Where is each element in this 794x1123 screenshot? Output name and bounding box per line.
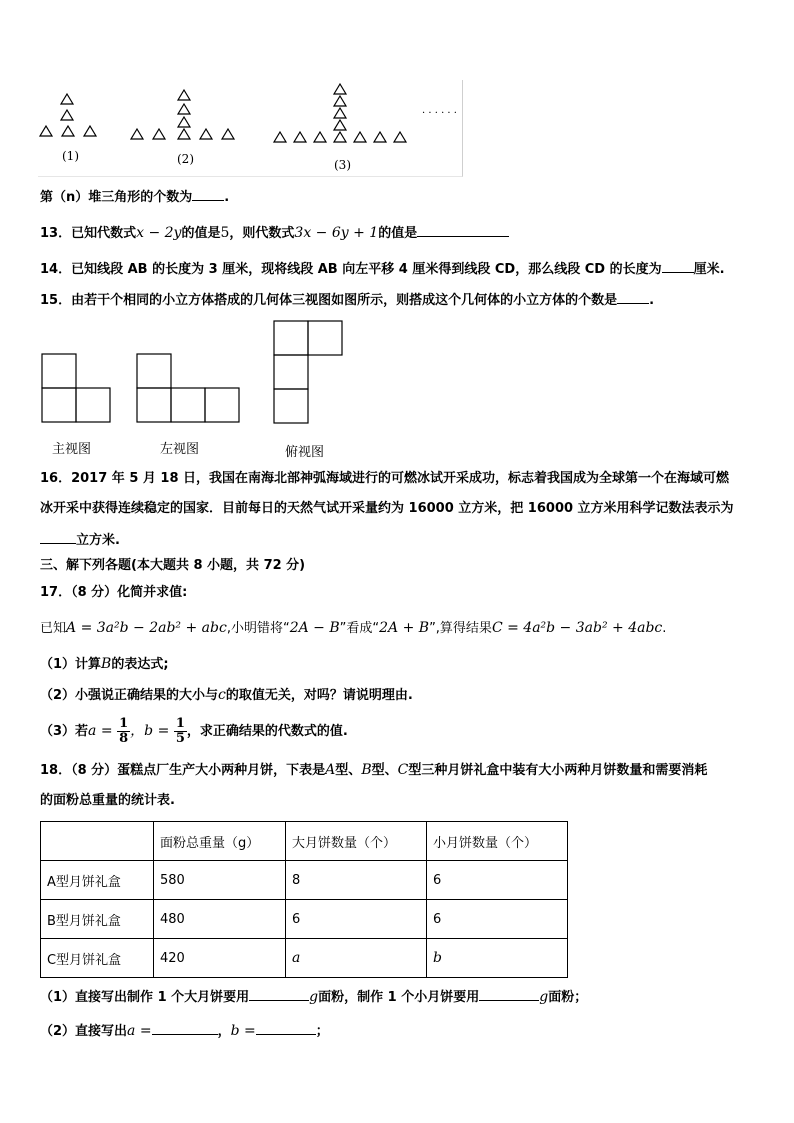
- q17-part-2-tail: 的取值无关，对吗？请说明理由.: [225, 688, 413, 703]
- figure-label-2: (2): [177, 152, 194, 166]
- mooncake-stats-table: [40, 821, 568, 978]
- b-answer-blank[interactable]: [256, 1021, 316, 1035]
- three-views-figure: [0, 0, 794, 470]
- q18-a-eq: a =: [127, 1023, 152, 1039]
- fraction-numerator: 1: [175, 716, 185, 731]
- q17-part-3: [40, 716, 348, 747]
- table-cell: B型月饼礼盒: [41, 900, 154, 939]
- table-header-cell: 大月饼数量（个）: [286, 822, 427, 861]
- small-mooncake-flour-blank[interactable]: [479, 987, 539, 1001]
- question-17-head: [40, 584, 187, 602]
- q15-number: 15．: [40, 293, 72, 308]
- table-row: [41, 861, 568, 900]
- q17-given-prefix: 已知: [40, 621, 67, 636]
- figure-ellipsis: · · · · · ·: [422, 108, 457, 119]
- table-header-cell: 小月饼数量（个）: [427, 822, 568, 861]
- fraction-numerator: 1: [119, 716, 129, 731]
- question-16-line-3: [40, 530, 120, 550]
- unit-g-1: g: [309, 989, 319, 1005]
- q17-part-2-text: （2）小强说正确结果的大小与: [40, 688, 219, 703]
- q13-value: 5: [220, 225, 230, 241]
- unit-g-2: g: [539, 989, 549, 1005]
- q13-number: 13．: [40, 226, 72, 241]
- q17-part-1-text: （1）计算: [40, 657, 102, 672]
- table-cell: C型月饼礼盒: [41, 939, 154, 978]
- q17-expr-C: C = 4a²b − 3ab² + 4abc: [491, 620, 663, 636]
- q17-part-2: [40, 686, 413, 705]
- table-header-cell: [41, 822, 154, 861]
- q14-unit: 厘米.: [693, 262, 725, 277]
- table-cell: 6: [427, 900, 568, 939]
- q17-given-end: .: [662, 621, 667, 636]
- q18-part-1-text-b: 面粉，制作 1 个小月饼要用: [318, 990, 480, 1005]
- fraction-one-eighth: [117, 717, 130, 746]
- figure-label-3: (3): [334, 158, 351, 172]
- q17-part-1-var: B: [101, 656, 112, 672]
- q13-text-1: 已知代数式: [71, 226, 137, 241]
- top-view-caption: 俯视图: [285, 445, 325, 460]
- q16-line-1-text: 2017 年 5 月 18 日，我国在南海北部神弧海域进行的可燃冰试开采成功，标志着我国成为全球第一个在海域可燃: [71, 471, 730, 486]
- table-cell: 420: [154, 939, 286, 978]
- q17-part-1-tail: 的表达式;: [111, 657, 169, 672]
- q18-part-1-text-a: （1）直接写出制作 1 个大月饼要用: [40, 990, 250, 1005]
- q18-part-1: [40, 987, 587, 1007]
- q17-expr-A: A = 3a²b − 2ab² + abc: [66, 620, 227, 636]
- q17-part-3-a: a =: [88, 723, 113, 739]
- q18-part-2-sep: ，: [217, 1024, 231, 1039]
- q17-text-seen-as: ”看成“: [339, 621, 380, 636]
- q18-type-A: A: [325, 762, 336, 778]
- question-16-line-2: [40, 500, 734, 518]
- q17-expr-right: 2A + B: [379, 620, 430, 636]
- q17-part-1: [40, 655, 169, 674]
- table-cell: a: [286, 939, 427, 978]
- q18-type-C: C: [397, 762, 409, 778]
- q17-part-3-b: ，b =: [130, 723, 170, 739]
- q17-text-mistake: ,小明错将“: [226, 621, 290, 636]
- q15-end: .: [649, 293, 655, 308]
- table-header-cell: 面粉总重量（g）: [154, 822, 286, 861]
- q17-part-2-var: c: [218, 687, 226, 703]
- large-mooncake-flour-blank[interactable]: [249, 987, 309, 1001]
- q18-part-2-end: ；: [315, 1024, 329, 1039]
- q18-type-B: B: [361, 762, 372, 778]
- table-cell: 580: [154, 861, 286, 900]
- q17-part-3-tail: ，求正确结果的代数式的值.: [186, 724, 348, 739]
- table-row: [41, 900, 568, 939]
- q18-type-sep-1: 型、: [335, 763, 362, 778]
- q13-expr-1: x − 2y: [136, 225, 182, 241]
- table-cell: 6: [427, 861, 568, 900]
- a-answer-blank[interactable]: [152, 1021, 218, 1035]
- q17-number: 17．: [40, 585, 72, 600]
- table-cell: 480: [154, 900, 286, 939]
- question-18-line-2: 的面粉总重量的统计表.: [40, 793, 175, 808]
- q18-part-2-text: （2）直接写出: [40, 1024, 128, 1039]
- table-cell: b: [427, 939, 568, 978]
- q12-end: .: [224, 190, 230, 205]
- section-3-title: 三、解下列各题(本大题共 8 小题，共 72 分): [40, 558, 306, 573]
- q18-part-2: [40, 1021, 329, 1041]
- q15-text: 由若干个相同的小立方体搭成的几何体三视图如图所示，则搭成这个几何体的小立方体的个数是: [71, 293, 618, 308]
- q18-text-a: （8 分）蛋糕点厂生产大小两种月饼，下表是: [71, 763, 326, 778]
- q17-text-result: ”,算得结果: [429, 621, 492, 636]
- fraction-denominator: 8: [119, 731, 129, 746]
- q16-line-2-text: 冰开采中获得连续稳定的国家．目前每日的天然气试开采量约为 16000 立方米，把 16000 立方米用科学记数法表示为: [40, 501, 734, 516]
- fraction-one-fifth: [174, 717, 187, 746]
- front-view-caption: 主视图: [52, 442, 92, 457]
- q18-number: 18．: [40, 763, 72, 778]
- q13-expr-2: 3x − 6y + 1: [294, 225, 379, 241]
- table-cell: A型月饼礼盒: [41, 861, 154, 900]
- q16-number: 16．: [40, 471, 72, 486]
- table-header-row: [41, 822, 568, 861]
- q17-expr-wrong: 2A − B: [289, 620, 340, 636]
- q13-text-2: 的值是: [181, 226, 221, 241]
- fraction-denominator: 5: [175, 731, 185, 746]
- q14-text: 已知线段 AB 的长度为 3 厘米，现将线段 AB 向左平移 4 厘米得到线段 CD，那么线段 CD 的长度为: [71, 262, 662, 277]
- q12-text: 第（n）堆三角形的个数为: [40, 190, 193, 205]
- q13-text-4: 的值是: [378, 226, 418, 241]
- q17-part-3-text: （3）若: [40, 724, 89, 739]
- q17-given-line: [40, 619, 666, 638]
- figure-label-1: (1): [62, 149, 79, 163]
- table-cell: 6: [286, 900, 427, 939]
- left-view-caption: 左视图: [160, 442, 200, 457]
- table-row: [41, 939, 568, 978]
- q18-b-eq: b =: [230, 1023, 256, 1039]
- q16-answer-blank[interactable]: [40, 530, 76, 544]
- q16-line-3-text: 立方米.: [76, 533, 120, 548]
- q18-part-1-text-c: 面粉；: [548, 990, 588, 1005]
- table-cell: 8: [286, 861, 427, 900]
- q18-text-b: 型三种月饼礼盒中装有大小两种月饼数量和需要消耗: [408, 763, 708, 778]
- q13-text-3: ，则代数式: [229, 226, 295, 241]
- q14-number: 14．: [40, 262, 72, 277]
- q18-type-sep-2: 型、: [371, 763, 398, 778]
- question-16-line-1: [40, 470, 729, 488]
- question-18-line-1: [40, 761, 707, 780]
- q17-head-text: （8 分）化简并求值:: [71, 585, 188, 600]
